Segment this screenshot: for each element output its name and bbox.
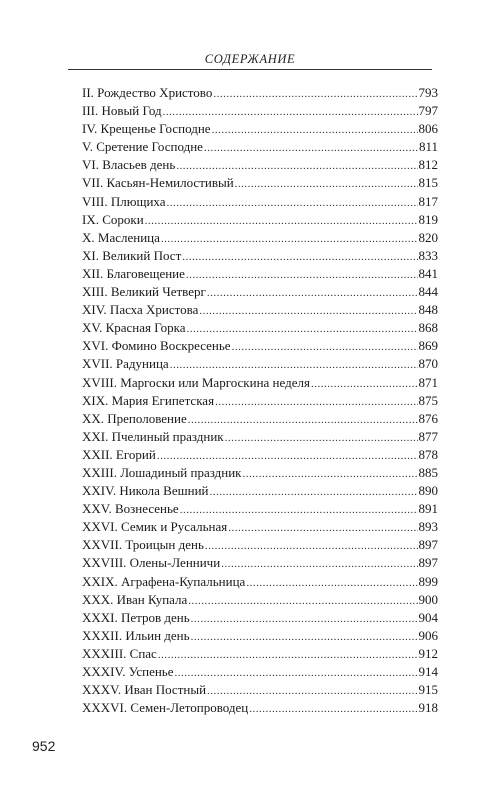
toc-entry xyxy=(82,283,438,301)
running-header: СОДЕРЖАНИЕ xyxy=(204,52,296,66)
table-of-contents xyxy=(82,84,438,717)
toc-entry-title: XXXVI. Семен-Летопроводец xyxy=(82,700,249,716)
toc-entry xyxy=(82,392,438,410)
toc-entry xyxy=(82,229,438,247)
toc-entry-title: XXIII. Лошадиный праздник xyxy=(82,464,242,480)
toc-entry xyxy=(82,301,438,319)
dot-leader xyxy=(167,194,418,211)
toc-entry xyxy=(82,374,438,392)
toc-entry-page: 817 xyxy=(418,193,438,209)
toc-entry xyxy=(82,663,438,681)
dot-leader xyxy=(225,429,418,446)
toc-entry-page: 900 xyxy=(418,591,438,607)
toc-entry-title: XXXII. Ильин день xyxy=(82,627,190,643)
dot-leader xyxy=(221,555,417,572)
toc-entry-title: XVIII. Маргоски или Маргоскина неделя xyxy=(82,374,310,390)
toc-entry-title: XVI. Фомино Воскресенье xyxy=(82,338,231,354)
toc-entry-title: XVII. Радуница xyxy=(82,356,169,372)
dot-leader xyxy=(186,266,418,283)
dot-leader xyxy=(232,338,418,355)
dot-leader xyxy=(204,139,418,156)
toc-entry-title: XXVI. Семик и Русальная xyxy=(82,519,228,535)
toc-entry-page: 870 xyxy=(418,356,438,372)
toc-entry-title: XV. Красная Горка xyxy=(82,320,186,336)
toc-entry-page: 885 xyxy=(418,464,438,480)
toc-entry xyxy=(82,355,438,373)
dot-leader xyxy=(228,519,417,536)
dot-leader xyxy=(207,284,418,301)
toc-entry xyxy=(82,193,438,211)
toc-entry-page: 918 xyxy=(418,700,438,716)
toc-entry xyxy=(82,247,438,265)
toc-entry-page: 899 xyxy=(418,573,438,589)
toc-entry-title: XXXI. Петров день xyxy=(82,609,190,625)
toc-entry-title: XXII. Егорий xyxy=(82,446,156,462)
toc-entry-title: VII. Касьян-Немилостивый xyxy=(82,175,234,191)
toc-entry-page: 871 xyxy=(418,374,438,390)
dot-leader xyxy=(176,157,417,174)
toc-entry xyxy=(82,102,438,120)
toc-entry-page: 877 xyxy=(418,428,438,444)
toc-entry-title: VIII. Плющиха xyxy=(82,193,166,209)
toc-entry-title: XXIX. Аграфена-Купальница xyxy=(82,573,246,589)
toc-entry-page: 875 xyxy=(418,392,438,408)
toc-entry-title: XIX. Мария Египетская xyxy=(82,392,215,408)
toc-entry-title: XXXIII. Спас xyxy=(82,645,157,661)
toc-entry-title: XXIV. Никола Вешний xyxy=(82,483,209,499)
toc-entry-title: V. Сретение Господне xyxy=(82,139,203,155)
toc-entry xyxy=(82,645,438,663)
header-rule xyxy=(68,69,432,70)
toc-entry-title: III. Новый Год xyxy=(82,103,162,119)
dot-leader xyxy=(188,592,417,609)
toc-entry xyxy=(82,174,438,192)
toc-entry xyxy=(82,573,438,591)
toc-entry-page: 890 xyxy=(418,483,438,499)
toc-entry xyxy=(82,446,438,464)
toc-entry-page: 815 xyxy=(418,175,438,191)
dot-leader xyxy=(157,447,418,464)
toc-entry xyxy=(82,211,438,229)
toc-entry-title: X. Масленица xyxy=(82,229,160,245)
toc-entry-page: 811 xyxy=(418,139,438,155)
toc-entry-title: IX. Сороки xyxy=(82,211,144,227)
toc-entry xyxy=(82,699,438,717)
dot-leader xyxy=(215,393,417,410)
toc-entry xyxy=(82,319,438,337)
toc-entry-page: 869 xyxy=(418,338,438,354)
toc-entry-page: 904 xyxy=(418,609,438,625)
toc-entry-title: XXXIV. Успенье xyxy=(82,664,174,679)
dot-leader xyxy=(163,103,418,120)
toc-entry-title: XXI. Пчелиный праздник xyxy=(82,428,224,444)
dot-leader xyxy=(182,248,417,265)
toc-entry-page: 868 xyxy=(418,320,438,336)
dot-leader xyxy=(249,700,417,717)
toc-entry-page: 806 xyxy=(418,121,438,137)
dot-leader xyxy=(209,483,417,500)
toc-entry-page: 915 xyxy=(418,682,438,698)
toc-entry xyxy=(82,265,438,283)
toc-entry-title: XI. Великий Пост xyxy=(82,247,182,263)
dot-leader xyxy=(187,320,418,337)
dot-leader xyxy=(191,610,418,627)
toc-entry-page: 848 xyxy=(418,302,438,318)
toc-entry-page: 893 xyxy=(418,519,438,535)
toc-entry-page: 793 xyxy=(418,85,438,100)
toc-entry xyxy=(82,84,438,102)
toc-entry-page: 812 xyxy=(418,157,438,173)
dot-leader xyxy=(205,537,418,554)
toc-entry-page: 833 xyxy=(418,247,438,263)
toc-entry-title: VI. Власьев день xyxy=(82,157,176,173)
dot-leader xyxy=(180,501,418,518)
page-number: 952 xyxy=(32,738,56,754)
toc-entry xyxy=(82,138,438,156)
toc-entry-page: 914 xyxy=(418,664,438,679)
toc-entry xyxy=(82,464,438,482)
dot-leader xyxy=(212,121,418,138)
toc-entry-page: 906 xyxy=(418,627,438,643)
toc-entry-page: 912 xyxy=(418,645,438,661)
toc-entry-title: IV. Крещенье Господне xyxy=(82,121,211,137)
dot-leader xyxy=(161,230,418,247)
toc-entry-page: 797 xyxy=(418,103,438,119)
toc-entry xyxy=(82,554,438,572)
dot-leader xyxy=(170,356,418,373)
toc-entry-title: XXXV. Иван Постный xyxy=(82,682,207,698)
toc-entry-title: XXV. Вознесенье xyxy=(82,501,179,517)
toc-entry xyxy=(82,500,438,518)
toc-entry-title: XXX. Иван Купала xyxy=(82,591,188,607)
toc-entry-page: 876 xyxy=(418,410,438,426)
toc-entry-page: 841 xyxy=(418,265,438,281)
toc-entry-page: 819 xyxy=(418,211,438,227)
toc-entry xyxy=(82,591,438,609)
toc-entry xyxy=(82,681,438,699)
dot-leader xyxy=(235,175,418,192)
toc-entry xyxy=(82,156,438,174)
toc-entry-title: XXVIII. Олены-Ленничи xyxy=(82,555,221,571)
toc-entry-title: XIII. Великий Четверг xyxy=(82,284,206,300)
dot-leader xyxy=(145,212,418,229)
toc-entry-title: XX. Преполовение xyxy=(82,410,187,426)
dot-leader xyxy=(188,411,418,428)
dot-leader xyxy=(246,574,417,591)
toc-entry xyxy=(82,120,438,138)
toc-entry xyxy=(82,410,438,428)
toc-entry xyxy=(82,518,438,536)
dot-leader xyxy=(207,682,417,699)
toc-entry-title: XIV. Пасха Христова xyxy=(82,302,199,318)
dot-leader xyxy=(242,465,417,482)
toc-entry xyxy=(82,337,438,355)
toc-entry xyxy=(82,627,438,645)
dot-leader xyxy=(158,646,418,663)
toc-entry-page: 897 xyxy=(418,537,438,553)
toc-entry xyxy=(82,609,438,627)
toc-entry-title: II. Рождество Христово xyxy=(82,85,213,100)
toc-entry xyxy=(82,428,438,446)
dot-leader xyxy=(191,628,418,645)
toc-entry xyxy=(82,536,438,554)
toc-entry xyxy=(82,482,438,500)
dot-leader xyxy=(311,375,418,392)
toc-entry-page: 897 xyxy=(418,555,438,571)
dot-leader xyxy=(199,302,417,319)
toc-entry-page: 891 xyxy=(418,501,438,517)
toc-entry-page: 878 xyxy=(418,446,438,462)
dot-leader xyxy=(213,85,417,102)
toc-entry-title: XXVII. Троицын день xyxy=(82,537,204,553)
dot-leader xyxy=(175,664,418,681)
toc-entry-page: 820 xyxy=(418,229,438,245)
toc-entry-title: XII. Благовещение xyxy=(82,265,185,281)
toc-entry-page: 844 xyxy=(418,284,438,300)
